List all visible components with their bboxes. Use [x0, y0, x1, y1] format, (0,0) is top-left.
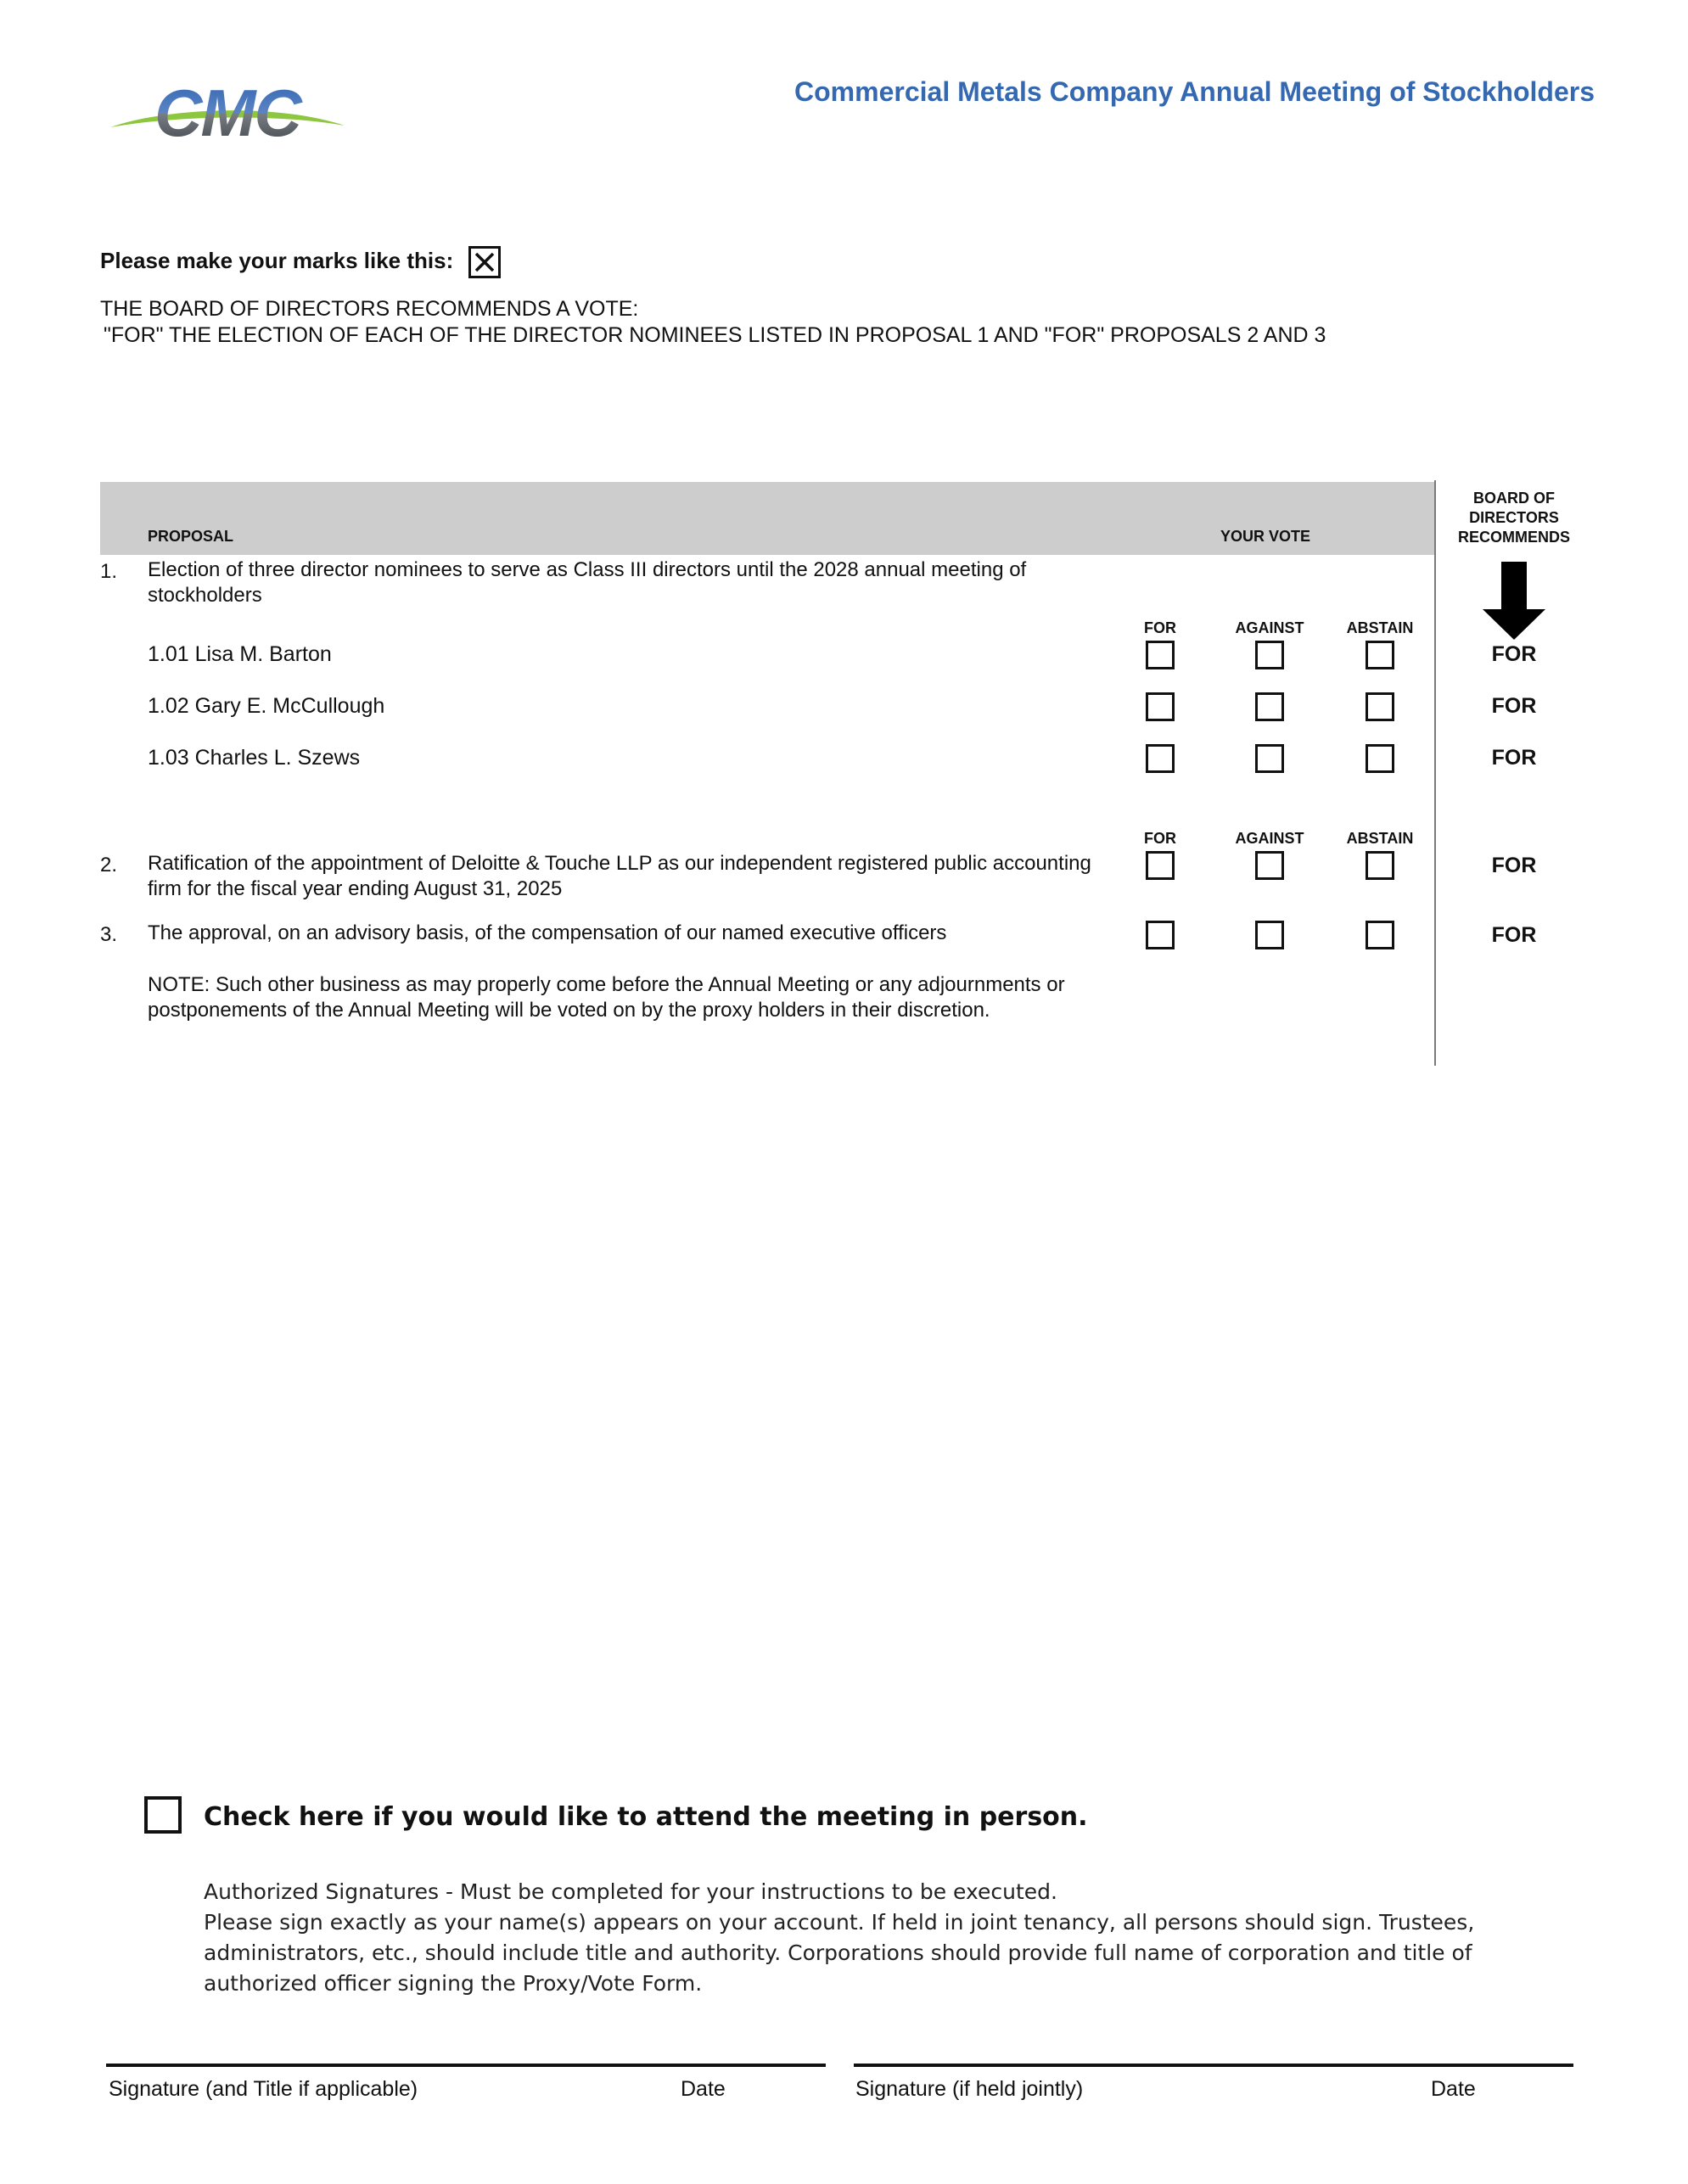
- for-column-label: FOR: [1144, 830, 1176, 847]
- board-recommendation-text: "FOR" THE ELECTION OF EACH OF THE DIRECTOR NOMINEES LISTED IN PROPOSAL 1 AND "FOR" PROPOSALS 2 AND 3: [104, 323, 1326, 347]
- nominee-1-01-abstain-checkbox[interactable]: [1366, 641, 1394, 669]
- nominee-1-02-against-checkbox[interactable]: [1255, 692, 1284, 721]
- nominee-1-02-recommendation: FOR: [1491, 694, 1537, 718]
- marks-instruction: Please make your marks like this:: [100, 248, 454, 273]
- nominee-1-01-against-checkbox[interactable]: [1255, 641, 1284, 669]
- x-mark-icon: [474, 251, 496, 273]
- signature-line-2[interactable]: [854, 2064, 1573, 2067]
- logo-text: CMC: [154, 76, 300, 150]
- signature-line-1[interactable]: [106, 2064, 826, 2067]
- down-arrow-icon: [1483, 562, 1545, 640]
- nominee-1-01-for-checkbox[interactable]: [1146, 641, 1175, 669]
- proposal-2-recommendation: FOR: [1491, 854, 1537, 877]
- attend-in-person-checkbox[interactable]: [144, 1796, 182, 1834]
- date-1-label: Date: [681, 2077, 726, 2101]
- nominee-1-01-recommendation: FOR: [1491, 642, 1537, 666]
- nominee-1-03-against-checkbox[interactable]: [1255, 744, 1284, 773]
- proposal-2-abstain-checkbox[interactable]: [1366, 851, 1394, 880]
- proposal-3-number: 3.: [100, 923, 118, 946]
- recommendation-divider: [1434, 480, 1436, 1066]
- cmc-logo: [109, 75, 346, 151]
- sample-mark-box: [468, 246, 501, 278]
- authorization-text: [204, 1877, 1494, 1999]
- against-column-label: AGAINST: [1235, 830, 1304, 847]
- proposal-3-for-checkbox[interactable]: [1146, 921, 1175, 949]
- abstain-column-label: ABSTAIN: [1346, 830, 1414, 847]
- page-title: Commercial Metals Company Annual Meeting of Stockholders: [794, 76, 1595, 107]
- proposal-3-recommendation: FOR: [1491, 923, 1537, 947]
- date-2-label: Date: [1431, 2077, 1476, 2101]
- board-recommendation-heading: THE BOARD OF DIRECTORS RECOMMENDS A VOTE:: [100, 297, 639, 321]
- signature-1-label: Signature (and Title if applicable): [109, 2077, 418, 2101]
- against-column-label: AGAINST: [1235, 619, 1304, 636]
- signature-2-label: Signature (if held jointly): [855, 2077, 1084, 2101]
- proposal-3-abstain-checkbox[interactable]: [1366, 921, 1394, 949]
- board-recommends-column-header: BOARD OF DIRECTORS RECOMMENDS: [1457, 490, 1570, 546]
- proposal-2-for-checkbox[interactable]: [1146, 851, 1175, 880]
- proposal-column-header: PROPOSAL: [148, 528, 234, 545]
- proposal-3-against-checkbox[interactable]: [1255, 921, 1284, 949]
- abstain-column-label: ABSTAIN: [1346, 619, 1414, 636]
- proposal-2-number: 2.: [100, 854, 118, 876]
- proposal-3-text: The approval, on an advisory basis, of the compensation of our named executive officers: [148, 921, 947, 944]
- nominee-1-03: 1.03 Charles L. Szews: [148, 746, 361, 770]
- authorization-line-1: Authorized Signatures - Must be completed for your instructions to be executed.: [204, 1879, 1057, 1904]
- nominee-1-02: 1.02 Gary E. McCullough: [148, 694, 385, 718]
- note-text: NOTE: Such other business as may properly come before the Annual Meeting or any adjournments or postponements of the Annual Meeting will be voted on by the proxy holders in their discretion.: [148, 973, 1065, 1022]
- proposal-1-text: Election of three director nominees to serve as Class III directors until the 2028 annual meeting of stockholders: [148, 558, 1027, 607]
- proposal-2-text: Ratification of the appointment of Deloitte & Touche LLP as our independent registered public accounting firm for the fiscal year ending August 31, 2025: [148, 852, 1091, 900]
- nominee-1-03-for-checkbox[interactable]: [1146, 744, 1175, 773]
- nominee-1-03-recommendation: FOR: [1491, 746, 1537, 770]
- nominee-1-01: 1.01 Lisa M. Barton: [148, 642, 332, 666]
- your-vote-column-header: YOUR VOTE: [1220, 528, 1311, 545]
- attend-in-person-label: Check here if you would like to attend the meeting in person.: [204, 1802, 1088, 1832]
- nominee-1-02-abstain-checkbox[interactable]: [1366, 692, 1394, 721]
- for-column-label: FOR: [1144, 619, 1176, 636]
- proposal-2-against-checkbox[interactable]: [1255, 851, 1284, 880]
- nominee-1-03-abstain-checkbox[interactable]: [1366, 744, 1394, 773]
- authorization-line-2: Please sign exactly as your name(s) appears on your account. If held in joint tenancy, all persons should sign. Trustees, administrators, etc., should include title and authority. Corporations should provide full name of corporation and title of authorized officer signing the Proxy/Vote Form.: [204, 1910, 1475, 1996]
- proposal-1-number: 1.: [100, 560, 118, 583]
- nominee-1-02-for-checkbox[interactable]: [1146, 692, 1175, 721]
